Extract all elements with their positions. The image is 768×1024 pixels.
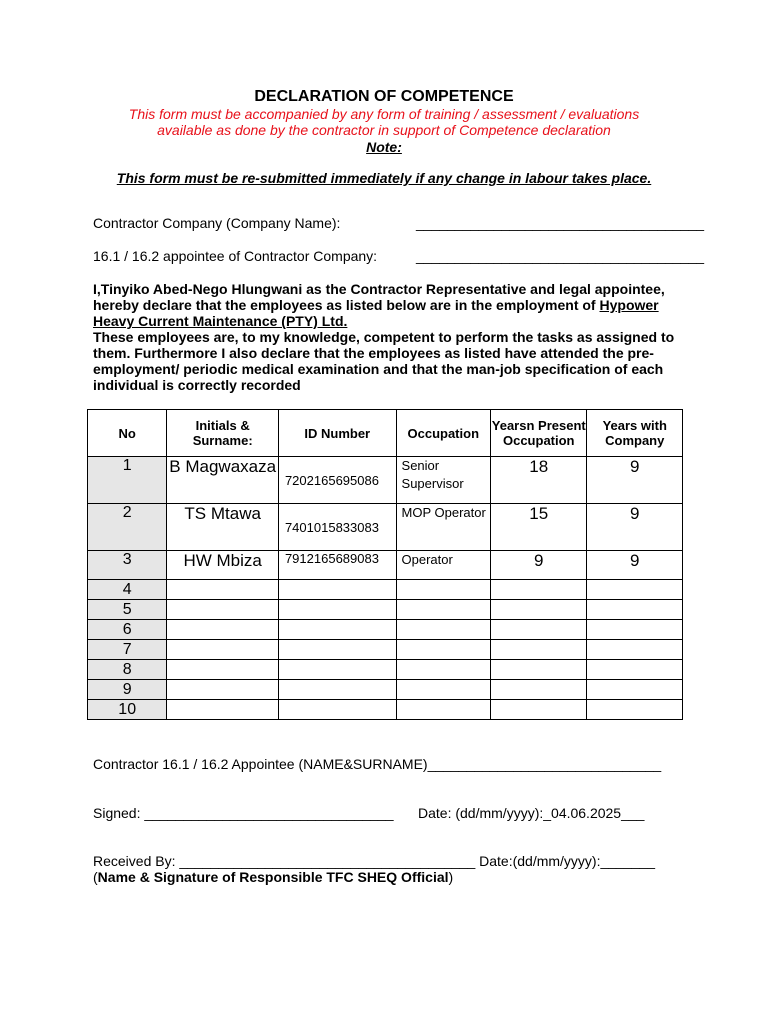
row-occupation: Operator (396, 551, 490, 580)
row-no: 3 (88, 551, 167, 580)
header-id: ID Number (278, 410, 396, 457)
row-name: B Magwaxaza (167, 457, 279, 504)
row-occupation: MOP Operator (396, 504, 490, 551)
row-id[interactable] (278, 640, 396, 660)
row-years-company[interactable] (587, 680, 683, 700)
row-name[interactable] (167, 640, 279, 660)
row-occupation[interactable] (396, 620, 490, 640)
appointee-label: 16.1 / 16.2 appointee of Contractor Company: (93, 248, 378, 264)
row-years-company[interactable] (587, 580, 683, 600)
row-no: 6 (88, 620, 167, 640)
row-name[interactable] (167, 600, 279, 620)
received-by-line[interactable]: Received By: ______________________________________ Date:(dd/mm/yyyy):_______ (93, 853, 655, 869)
row-years-occupation[interactable] (491, 600, 587, 620)
row-years-occupation[interactable] (491, 660, 587, 680)
table-row (88, 551, 683, 580)
header-years-occupation: Yearsn Present Occupation (491, 410, 587, 457)
row-id: 7202165695086 (278, 457, 396, 504)
declaration-part1: I,Tinyiko Abed-Nego Hlungwani as the Contractor Representative and legal appointee, hereby declare that the employees as listed below are in the employment of (93, 281, 665, 313)
row-occupation[interactable] (396, 580, 490, 600)
row-id: 7912165689083 (278, 551, 396, 580)
row-name[interactable] (167, 620, 279, 640)
header-years-company: Years with Company (587, 410, 683, 457)
official-caption (93, 869, 453, 885)
row-years-occupation[interactable] (491, 620, 587, 640)
row-id: 7401015833083 (278, 504, 396, 551)
table-row (88, 700, 683, 720)
row-years-occupation[interactable] (491, 580, 587, 600)
appointee-signature-line[interactable]: Contractor 16.1 / 16.2 Appointee (NAME&SURNAME)______________________________ (93, 756, 662, 772)
row-years-company[interactable] (587, 700, 683, 720)
company-label: Contractor Company (Company Name): (93, 215, 341, 231)
close-paren: ) (448, 869, 454, 885)
row-id[interactable] (278, 580, 396, 600)
note-heading: Note: (366, 139, 402, 155)
row-years-company[interactable] (587, 620, 683, 640)
row-years-company[interactable] (587, 600, 683, 620)
row-no: 7 (88, 640, 167, 660)
table-row (88, 457, 683, 504)
row-years-occupation[interactable] (491, 640, 587, 660)
employee-table (87, 409, 683, 720)
row-no: 8 (88, 660, 167, 680)
row-name: HW Mbiza (167, 551, 279, 580)
row-occupation[interactable] (396, 700, 490, 720)
red-notice-line-2: available as done by the contractor in support of Competence declaration (157, 122, 611, 138)
row-no: 1 (88, 457, 167, 504)
row-name[interactable] (167, 700, 279, 720)
row-years-company: 9 (587, 504, 683, 551)
open-paren: ( (93, 869, 98, 885)
row-name[interactable] (167, 660, 279, 680)
company-blank[interactable]: _____________________________________ (416, 215, 705, 231)
declaration-paragraph (93, 281, 693, 393)
row-id[interactable] (278, 700, 396, 720)
row-id[interactable] (278, 680, 396, 700)
official-label: Name & Signature of Responsible TFC SHEQ Official (97, 869, 449, 885)
row-years-occupation[interactable] (491, 680, 587, 700)
table-row (88, 620, 683, 640)
resubmit-notice: This form must be re-submitted immediately if any change in labour takes place. (116, 170, 652, 186)
row-years-occupation: 15 (491, 504, 587, 551)
row-years-company: 9 (587, 457, 683, 504)
row-occupation[interactable] (396, 600, 490, 620)
row-occupation[interactable] (396, 660, 490, 680)
declaration-company: Hypower Heavy Current Maintenance (PTY) Ltd. (93, 297, 659, 329)
row-no: 4 (88, 580, 167, 600)
table-header-row (88, 410, 683, 457)
signed-line[interactable]: Signed: ________________________________ (93, 805, 394, 821)
header-no: No (88, 410, 167, 457)
table-row (88, 580, 683, 600)
row-years-company[interactable] (587, 640, 683, 660)
row-name: TS Mtawa (167, 504, 279, 551)
row-years-occupation[interactable] (491, 700, 587, 720)
row-no: 9 (88, 680, 167, 700)
row-occupation[interactable] (396, 680, 490, 700)
row-occupation: Senior Supervisor (396, 457, 490, 504)
row-years-occupation: 18 (491, 457, 587, 504)
table-row (88, 660, 683, 680)
row-no: 5 (88, 600, 167, 620)
table-row (88, 680, 683, 700)
page-title: DECLARATION OF COMPETENCE (254, 88, 514, 105)
table-row (88, 600, 683, 620)
declaration-part2: These employees are, to my knowledge, competent to perform the tasks as assigned to them. Furthermore I also declare that the employees as listed have attended the pre-employment/ periodic medical examination and that the man-job specification of each individual is correctly recorded (93, 329, 675, 393)
row-no: 10 (88, 700, 167, 720)
row-years-occupation: 9 (491, 551, 587, 580)
row-years-company[interactable] (587, 660, 683, 680)
header-name: Initials & Surname: (167, 410, 279, 457)
row-no: 2 (88, 504, 167, 551)
row-occupation[interactable] (396, 640, 490, 660)
row-name[interactable] (167, 580, 279, 600)
header-occupation: Occupation (396, 410, 490, 457)
row-years-company: 9 (587, 551, 683, 580)
appointee-blank[interactable]: _____________________________________ (416, 248, 705, 264)
row-id[interactable] (278, 620, 396, 640)
row-name[interactable] (167, 680, 279, 700)
red-notice-line-1: This form must be accompanied by any form of training / assessment / evaluations (128, 106, 640, 122)
row-id[interactable] (278, 600, 396, 620)
row-id[interactable] (278, 660, 396, 680)
table-row (88, 504, 683, 551)
table-row (88, 640, 683, 660)
date-line[interactable]: Date: (dd/mm/yyyy):_04.06.2025___ (418, 805, 645, 821)
